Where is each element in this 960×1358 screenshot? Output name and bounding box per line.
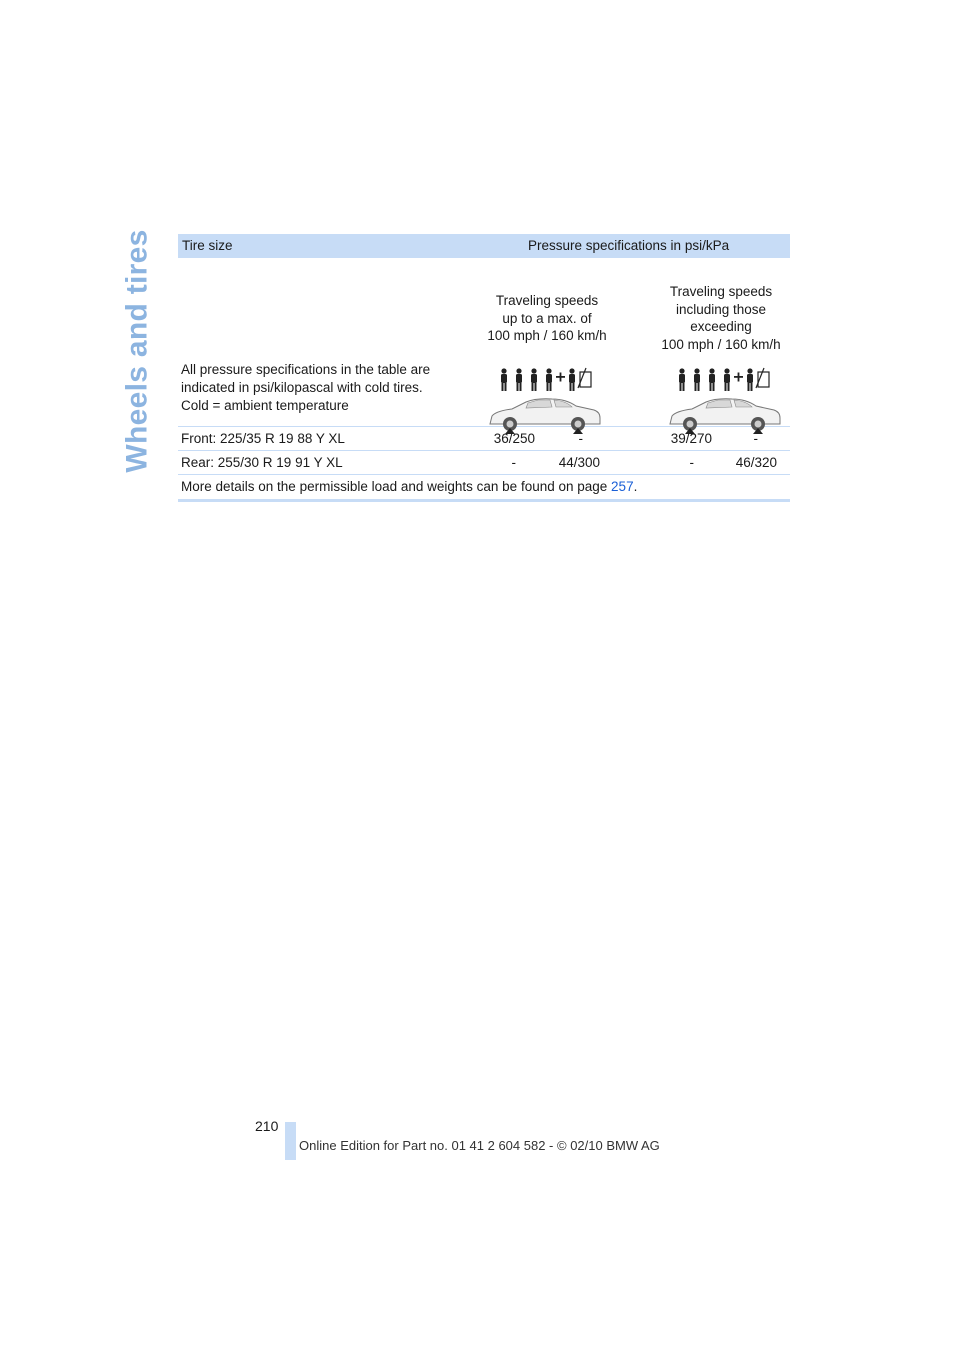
pressure-value: -	[753, 431, 758, 446]
page-number: 210	[255, 1118, 279, 1134]
note-line: Cold = ambient temperature	[181, 398, 349, 413]
speed-low-line: up to a max. of	[502, 310, 592, 326]
side-title-text: Wheels and tires	[121, 228, 155, 473]
table-row	[178, 427, 790, 451]
pressure-value: 36/250	[493, 431, 535, 446]
conditions-row	[178, 258, 790, 427]
tire-pressure-table	[178, 234, 790, 502]
pressure-value: -	[578, 431, 583, 446]
pressure-value: -	[511, 455, 516, 470]
header-tire-size: Tire size	[182, 238, 233, 253]
pressure-value: 46/320	[735, 455, 777, 470]
pressure-value: 44/300	[558, 455, 600, 470]
footer-edition-text: Online Edition for Part no. 01 41 2 604 582 - © 02/10 BMW AG	[299, 1138, 660, 1153]
table-row	[178, 451, 790, 475]
speed-low-heading	[474, 292, 620, 345]
speed-low-line: Traveling speeds	[495, 293, 599, 308]
pressure-value: 39/270	[670, 431, 712, 446]
table-header	[178, 234, 790, 258]
speed-high-line: Traveling speeds	[669, 284, 773, 299]
footnote-text	[181, 479, 637, 494]
pressure-value: -	[689, 455, 694, 470]
footer-accent-bar	[285, 1122, 296, 1160]
occupants-luggage-icon	[501, 368, 591, 391]
occupants-luggage-icon	[679, 368, 769, 391]
note-line: All pressure specifications in the table are	[181, 362, 431, 377]
speed-low-line: 100 mph / 160 km/h	[487, 328, 607, 343]
tire-size-label: Front: 225/35 R 19 88 Y XL	[181, 431, 345, 446]
header-pressure: Pressure specifications in psi/kPa	[528, 238, 730, 253]
page-link[interactable]: 257	[611, 479, 634, 494]
speed-high-line: 100 mph / 160 km/h	[661, 336, 781, 352]
footnote-prefix: More details on the permissible load and weights can be found on page	[181, 479, 608, 494]
section-side-title	[118, 228, 158, 473]
pressure-note	[181, 361, 451, 415]
note-line: indicated in psi/kilopascal with cold tires.	[181, 380, 423, 395]
speed-high-line: exceeding	[690, 319, 752, 334]
footnote-suffix: .	[633, 479, 638, 494]
speed-high-line: including those	[675, 301, 767, 317]
table-footnote	[178, 475, 790, 502]
tire-size-label: Rear: 255/30 R 19 91 Y XL	[181, 455, 343, 470]
speed-high-heading	[648, 283, 794, 353]
